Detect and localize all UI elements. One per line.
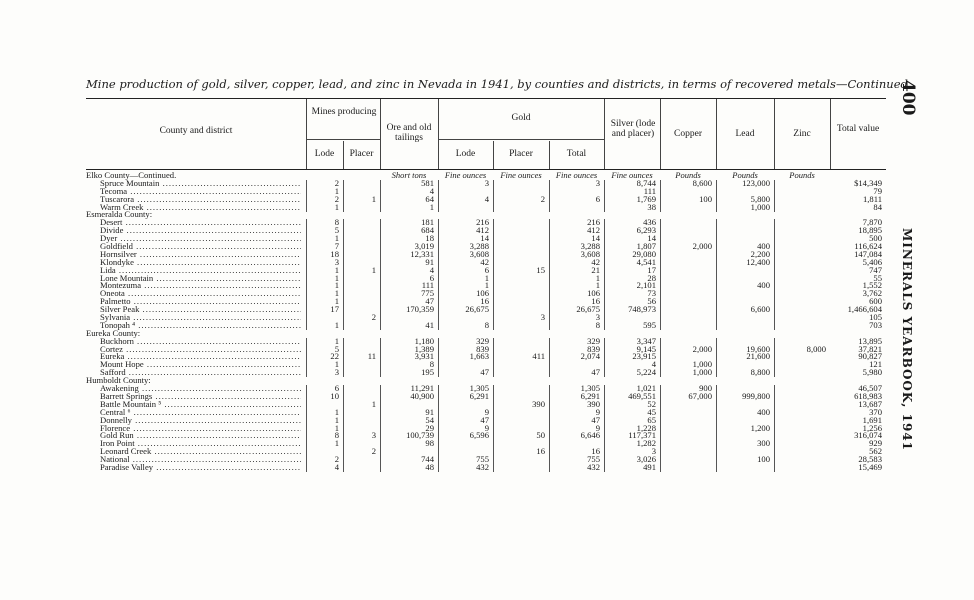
cell-ore: 1,180 (414, 335, 434, 346)
cell-ore: 12,331 (410, 248, 434, 259)
table-body (86, 172, 886, 472)
cell-silver: 14 (647, 233, 656, 244)
district-name: Palmetto ..... (100, 298, 301, 306)
cell-gl: 3,288 (469, 241, 489, 252)
cell-value: 703 (869, 319, 882, 330)
cell-gt: 755 (587, 454, 600, 465)
cell-value: 7,870 (862, 217, 882, 228)
cell-gp: 16 (536, 446, 545, 457)
table-row (86, 319, 886, 330)
cell-gt: 47 (591, 414, 600, 425)
cell-lode: 7 (334, 241, 339, 252)
table-row (86, 461, 886, 472)
unit-gold-total: Fine ounces (555, 170, 598, 180)
cell-copper: 8,600 (692, 177, 712, 188)
cell-lode: 1 (334, 288, 339, 299)
cell-ore: 48 (425, 461, 434, 472)
cell-ore: 29 (425, 422, 434, 433)
district-name: Mount Hope ..... (100, 361, 301, 369)
cell-gt: 14 (591, 233, 600, 244)
district-name: Hornsilver ..... (100, 251, 301, 259)
cell-value: 1,256 (862, 422, 882, 433)
cell-gl: 839 (476, 343, 489, 354)
cell-lode: 8 (334, 217, 339, 228)
cell-lead: 5,800 (750, 193, 770, 204)
cell-gp: 15 (536, 264, 545, 275)
cell-lead: 400 (757, 406, 770, 417)
cell-silver: 3,026 (636, 454, 656, 465)
cell-value: 18,895 (858, 225, 882, 236)
cell-ore: 170,359 (406, 304, 434, 315)
district-name: Safford ..... (100, 369, 301, 377)
cell-silver: 17 (647, 264, 656, 275)
cell-zinc: 8,000 (806, 343, 826, 354)
district-name: Cortez ..... (100, 346, 301, 354)
cell-gl: 1,663 (469, 351, 489, 362)
cell-value: 121 (869, 359, 882, 370)
cell-ore: 18 (425, 233, 434, 244)
district-name: Gold Run ..... (100, 432, 301, 440)
cell-lode: 1 (334, 272, 339, 283)
cell-silver: 38 (647, 201, 656, 212)
cell-gl: 14 (480, 233, 489, 244)
cell-gl: 3,608 (469, 248, 489, 259)
cell-value: 13,687 (858, 398, 882, 409)
cell-gl: 1 (484, 272, 489, 283)
cell-lead: 1,200 (750, 422, 770, 433)
cell-ore: 91 (425, 406, 434, 417)
cell-lead: 123,000 (742, 177, 770, 188)
cell-placer: 2 (371, 446, 376, 457)
cell-silver: 73 (647, 288, 656, 299)
header-mines-lode: Lode (314, 149, 335, 159)
cell-value: 747 (869, 264, 882, 275)
cell-ore: 581 (421, 177, 434, 188)
cell-silver: 4,541 (636, 256, 656, 267)
table-row (86, 177, 886, 188)
cell-silver: 3,347 (636, 335, 656, 346)
cell-lode: 17 (330, 304, 339, 315)
cell-silver: 6,293 (636, 225, 656, 236)
cell-gl: 47 (480, 367, 489, 378)
cell-gl: 42 (480, 256, 489, 267)
cell-placer: 11 (367, 351, 376, 362)
county-name: Esmeralda County: (86, 211, 153, 220)
district-name: Warm Creek ..... (100, 204, 301, 212)
cell-gl: 9 (484, 422, 489, 433)
cell-gt: 329 (587, 335, 600, 346)
cell-gl: 412 (476, 225, 489, 236)
district-name: Battle Mountain ⁵ ..... (100, 401, 301, 409)
cell-silver: 2,101 (636, 280, 656, 291)
cell-value: 28,583 (858, 454, 882, 465)
district-name: Montezuma ..... (100, 282, 301, 290)
cell-gl: 106 (476, 288, 489, 299)
cell-value: 116,624 (854, 241, 882, 252)
cell-value: 316,074 (854, 430, 882, 441)
cell-silver: 1,807 (636, 241, 656, 252)
cell-ore: 8 (429, 359, 434, 370)
unit-lead: Pounds (732, 170, 758, 180)
cell-placer: 1 (371, 398, 376, 409)
cell-gl: 216 (476, 217, 489, 228)
cell-gt: 1 (595, 272, 600, 283)
cell-value: 1,811 (862, 193, 882, 204)
header-total-value: Total value (836, 124, 880, 134)
cell-ore: 1,389 (414, 343, 434, 354)
cell-lode: 2 (334, 177, 339, 188)
cell-lead: 12,400 (746, 256, 770, 267)
table-header (86, 98, 886, 170)
table-row (86, 390, 886, 401)
district-name: Lida ..... (100, 267, 301, 275)
cell-gt: 6,291 (580, 390, 600, 401)
district-name: Florence ..... (100, 425, 301, 433)
cell-gl: 6,596 (469, 430, 489, 441)
header-ore-tailings: Ore and old tailings (386, 123, 432, 143)
cell-silver: 23,915 (632, 351, 656, 362)
cell-value: 46,507 (858, 383, 882, 394)
cell-silver: 748,973 (628, 304, 656, 315)
cell-silver: 3 (651, 446, 656, 457)
cell-gt: 9 (595, 422, 600, 433)
cell-silver: 4 (651, 359, 656, 370)
cell-ore: 47 (425, 296, 434, 307)
cell-value: 90,827 (858, 351, 882, 362)
cell-gl: 6 (484, 264, 489, 275)
cell-gl: 9 (484, 406, 489, 417)
cell-silver: 8,744 (636, 177, 656, 188)
unit-gold-placer: Fine ounces (500, 170, 542, 180)
district-name: Dyer ..... (100, 235, 301, 243)
cell-lead: 2,200 (750, 248, 770, 259)
cell-gp: 411 (532, 351, 545, 362)
cell-gp: 390 (532, 398, 545, 409)
cell-lode: 4 (334, 461, 339, 472)
cell-lode: 1 (334, 335, 339, 346)
cell-lode: 18 (330, 248, 339, 259)
cell-gp: 50 (536, 430, 545, 441)
district-name: Lone Mountain ..... (100, 275, 301, 283)
cell-ore: 98 (425, 438, 434, 449)
cell-gl: 4 (484, 193, 489, 204)
cell-gp: 3 (540, 312, 545, 323)
cell-ore: 744 (421, 454, 434, 465)
running-head: MINERALS YEARBOOK, 1941 (900, 228, 914, 452)
cell-ore: 3,019 (414, 241, 434, 252)
cell-lead: 21,600 (746, 351, 770, 362)
cell-value: 37,821 (858, 343, 882, 354)
cell-gp: 2 (540, 193, 545, 204)
cell-ore: 684 (421, 225, 434, 236)
cell-gt: 432 (587, 461, 600, 472)
district-name: Silver Peak ..... (100, 306, 301, 314)
table-row (86, 306, 886, 314)
unit-zinc: Pounds (789, 170, 815, 180)
cell-ore: 3,931 (414, 351, 434, 362)
cell-silver: 1,282 (636, 438, 656, 449)
cell-value: 618,983 (854, 390, 882, 401)
cell-copper: 900 (699, 383, 712, 394)
cell-lead: 400 (757, 280, 770, 291)
cell-value: 79 (873, 185, 882, 196)
cell-silver: 65 (647, 414, 656, 425)
cell-lode: 1 (334, 296, 339, 307)
district-name: Goldfield ..... (100, 243, 301, 251)
cell-value: 84 (873, 201, 882, 212)
cell-ore: 1 (429, 201, 434, 212)
cell-silver: 45 (647, 406, 656, 417)
cell-value: $14,349 (854, 177, 882, 188)
cell-ore: 91 (425, 256, 434, 267)
cell-copper: 1,000 (692, 359, 712, 370)
cell-lead: 19,600 (746, 343, 770, 354)
cell-gl: 16 (480, 296, 489, 307)
cell-gt: 16 (591, 446, 600, 457)
cell-ore: 4 (429, 264, 434, 275)
cell-lode: 1 (334, 438, 339, 449)
cell-lode: 1 (334, 414, 339, 425)
cell-value: 1,691 (862, 414, 882, 425)
table-caption: Mine production of gold, silver, copper, lead, and zinc in Nevada in 1941, by counties and districts, in terms of recovered metals—Continued (86, 77, 908, 91)
cell-gl: 1 (484, 280, 489, 291)
cell-gt: 2,074 (580, 351, 600, 362)
cell-lode: 3 (334, 367, 339, 378)
cell-lead: 1,000 (750, 201, 770, 212)
cell-gl: 26,675 (465, 304, 489, 315)
cell-gt: 26,675 (576, 304, 600, 315)
cell-ore: 4 (429, 185, 434, 196)
district-name: National ..... (100, 456, 301, 464)
district-name: Central ⁶ ..... (100, 409, 301, 417)
cell-value: 1,466,604 (847, 304, 882, 315)
cell-silver: 595 (643, 319, 656, 330)
cell-ore: 40,900 (410, 390, 434, 401)
cell-lead: 999,800 (742, 390, 770, 401)
cell-value: 13,895 (858, 335, 882, 346)
cell-ore: 11,291 (410, 383, 434, 394)
cell-silver: 56 (647, 296, 656, 307)
cell-value: 105 (869, 312, 882, 323)
header-silver: Silver (lode and placer) (610, 119, 656, 139)
cell-copper: 67,000 (688, 390, 712, 401)
cell-placer: 3 (371, 430, 376, 441)
cell-silver: 1,228 (636, 422, 656, 433)
cell-gt: 1 (595, 280, 600, 291)
header-copper: Copper (674, 129, 702, 139)
cell-gl: 329 (476, 335, 489, 346)
cell-copper: 1,000 (692, 367, 712, 378)
cell-lode: 1 (334, 319, 339, 330)
cell-lode: 5 (334, 225, 339, 236)
cell-value: 500 (869, 233, 882, 244)
cell-gt: 3 (595, 312, 600, 323)
cell-lead: 100 (757, 454, 770, 465)
cell-silver: 436 (643, 217, 656, 228)
cell-gl: 8 (484, 319, 489, 330)
cell-lode: 6 (334, 383, 339, 394)
cell-gt: 3 (595, 177, 600, 188)
district-name: Desert ..... (100, 219, 301, 227)
cell-lead: 300 (757, 438, 770, 449)
district-name: Buckhorn ..... (100, 338, 301, 346)
cell-silver: 117,371 (628, 430, 656, 441)
district-name: Donnelly ..... (100, 417, 301, 425)
header-lead: Lead (735, 129, 755, 139)
cell-value: 562 (869, 446, 882, 457)
cell-lode: 1 (334, 359, 339, 370)
district-name: Oneota ..... (100, 290, 301, 298)
cell-lead: 8,800 (750, 367, 770, 378)
cell-lode: 1 (334, 233, 339, 244)
cell-value: 3,762 (862, 288, 882, 299)
header-mines-producing: Mines producing (311, 107, 377, 117)
district-name: Tecoma ..... (100, 188, 301, 196)
district-name: Tonopah ⁴ ..... (100, 322, 301, 330)
page-number: 400 (898, 80, 918, 116)
cell-silver: 1,021 (636, 383, 656, 394)
cell-silver: 9,145 (636, 343, 656, 354)
cell-lode: 10 (330, 390, 339, 401)
county-name: Humboldt County: (86, 377, 151, 386)
district-name: Awakening ..... (100, 385, 301, 393)
unit-gold-lode: Fine ounces (444, 170, 487, 180)
cell-silver: 52 (647, 398, 656, 409)
unit-copper: Pounds (675, 170, 701, 180)
cell-lode: 8 (334, 430, 339, 441)
cell-value: 1,552 (862, 280, 882, 291)
header-mines-placer: Placer (349, 149, 374, 159)
header-zinc: Zinc (793, 129, 811, 139)
cell-value: 5,406 (862, 256, 882, 267)
cell-ore: 54 (425, 414, 434, 425)
district-name: Divide ..... (100, 227, 301, 235)
cell-gt: 6 (595, 193, 600, 204)
cell-gt: 42 (591, 256, 600, 267)
cell-lode: 3 (334, 256, 339, 267)
cell-lead: 6,600 (750, 304, 770, 315)
district-name: Eureka ..... (100, 353, 301, 361)
cell-ore: 41 (425, 319, 434, 330)
district-name: Paradise Valley ..... (100, 464, 301, 472)
cell-gt: 6,646 (580, 430, 600, 441)
cell-value: 600 (869, 296, 882, 307)
cell-gt: 8 (595, 319, 600, 330)
header-gold: Gold (511, 113, 531, 123)
cell-lode: 1 (334, 406, 339, 417)
cell-value: 929 (869, 438, 882, 449)
cell-ore: 6 (429, 272, 434, 283)
cell-lode: 1 (334, 201, 339, 212)
cell-lode: 1 (334, 185, 339, 196)
cell-value: 15,469 (858, 461, 882, 472)
table-row (86, 201, 886, 212)
county-name: Elko County—Continued. (86, 172, 177, 180)
cell-silver: 469,551 (628, 390, 656, 401)
cell-placer: 1 (371, 264, 376, 275)
cell-ore: 195 (421, 367, 434, 378)
district-name: Sylvania ..... (100, 314, 301, 322)
cell-gt: 47 (591, 367, 600, 378)
cell-gl: 6,291 (469, 390, 489, 401)
unit-silver: Fine ounces (611, 170, 653, 180)
cell-value: 55 (873, 272, 882, 283)
district-name: Tuscarora ..... (100, 196, 301, 204)
unit-ore: Short tons (391, 170, 427, 180)
district-name: Leonard Creek ..... (100, 448, 301, 456)
district-name: Iron Point ..... (100, 440, 301, 448)
cell-ore: 181 (421, 217, 434, 228)
table-row (86, 440, 886, 448)
cell-silver: 5,224 (636, 367, 656, 378)
cell-placer: 1 (371, 193, 376, 204)
cell-lode: 1 (334, 264, 339, 275)
cell-gt: 3,288 (580, 241, 600, 252)
cell-value: 5,980 (862, 367, 882, 378)
table-row (86, 369, 886, 377)
cell-lead: 400 (757, 241, 770, 252)
cell-gt: 390 (587, 398, 600, 409)
cell-gt: 1,305 (580, 383, 600, 394)
cell-gt: 839 (587, 343, 600, 354)
cell-lode: 2 (334, 454, 339, 465)
cell-gl: 1,305 (469, 383, 489, 394)
cell-copper: 2,000 (692, 343, 712, 354)
cell-ore: 111 (421, 280, 434, 291)
header-county: County and district (159, 126, 233, 136)
cell-placer: 2 (371, 312, 376, 323)
table-row (86, 353, 886, 361)
cell-lode: 22 (330, 351, 339, 362)
cell-gl: 755 (476, 454, 489, 465)
district-name: Barrett Springs ..... (100, 393, 301, 401)
cell-copper: 2,000 (692, 241, 712, 252)
cell-silver: 29,080 (632, 248, 656, 259)
district-name: Spruce Mountain ..... (100, 180, 301, 188)
district-name: Klondyke ..... (100, 259, 301, 267)
cell-lode: 1 (334, 422, 339, 433)
cell-gl: 432 (476, 461, 489, 472)
cell-lode: 2 (334, 193, 339, 204)
cell-gt: 3,608 (580, 248, 600, 259)
cell-copper: 100 (699, 193, 712, 204)
cell-gt: 16 (591, 296, 600, 307)
county-name: Eureka County: (86, 329, 141, 338)
cell-ore: 64 (425, 193, 434, 204)
header-gold-lode: Lode (455, 149, 476, 159)
cell-silver: 491 (643, 461, 656, 472)
cell-lode: 5 (334, 343, 339, 354)
cell-silver: 111 (643, 185, 656, 196)
cell-silver: 28 (647, 272, 656, 283)
cell-ore: 775 (421, 288, 434, 299)
cell-lode: 1 (334, 280, 339, 291)
cell-value: 370 (869, 406, 882, 417)
header-gold-placer: Placer (509, 149, 533, 159)
cell-gt: 216 (587, 217, 600, 228)
cell-gt: 21 (591, 264, 600, 275)
cell-gt: 106 (587, 288, 600, 299)
cell-gl: 47 (480, 414, 489, 425)
cell-gl: 3 (484, 177, 489, 188)
cell-value: 147,084 (854, 248, 882, 259)
cell-gt: 9 (595, 406, 600, 417)
cell-gt: 412 (587, 225, 600, 236)
cell-ore: 100,739 (406, 430, 434, 441)
header-gold-total: Total (566, 149, 587, 159)
cell-silver: 1,769 (636, 193, 656, 204)
